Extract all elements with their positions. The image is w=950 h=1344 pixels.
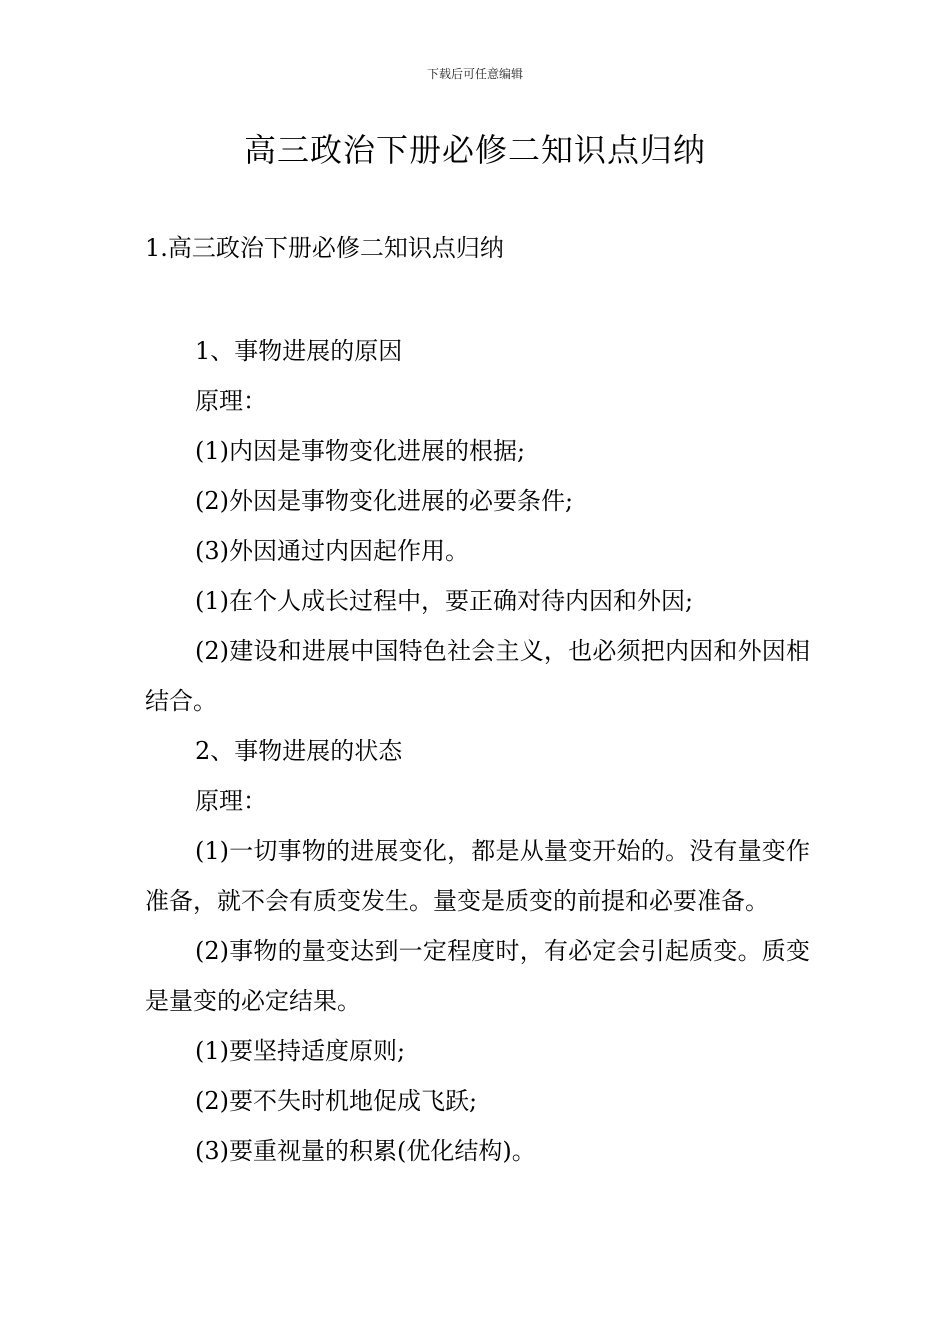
paragraph: (1)内因是事物变化进展的根据; (195, 437, 526, 465)
paragraph: 原理： (195, 787, 267, 815)
paragraph: (1)一切事物的进展变化，都是从量变开始的。没有量变作准备，就不会有质变发生。量变是质变的前提和必要准备。 (145, 837, 810, 915)
paragraph: (3)要重视量的积累(优化结构)。 (195, 1137, 536, 1165)
paragraph: (1)要坚持适度原则; (195, 1037, 406, 1065)
paragraph: 原理： (195, 387, 267, 415)
paragraph: 1、事物进展的原因 (195, 337, 403, 365)
paragraph: (3)外因通过内因起作用。 (195, 537, 469, 565)
paragraph: (2)事物的量变达到一定程度时，有必定会引起质变。质变是量变的必定结果。 (145, 937, 810, 1015)
section-heading: 1.高三政治下册必修二知识点归纳 (145, 234, 504, 262)
paragraph: (2)建设和进展中国特色社会主义，也必须把内因和外因相结合。 (145, 637, 810, 715)
header-note: 下载后可任意编辑 (426, 67, 523, 81)
paragraph: 2、事物进展的状态 (195, 737, 403, 765)
paragraph: (1)在个人成长过程中，要正确对待内因和外因; (195, 587, 694, 615)
paragraph: (2)外因是事物变化进展的必要条件; (195, 487, 574, 515)
body-text (145, 326, 810, 1176)
paragraph: (2)要不失时机地促成飞跃; (195, 1087, 478, 1115)
document-title: 高三政治下册必修二知识点归纳 (243, 131, 706, 169)
